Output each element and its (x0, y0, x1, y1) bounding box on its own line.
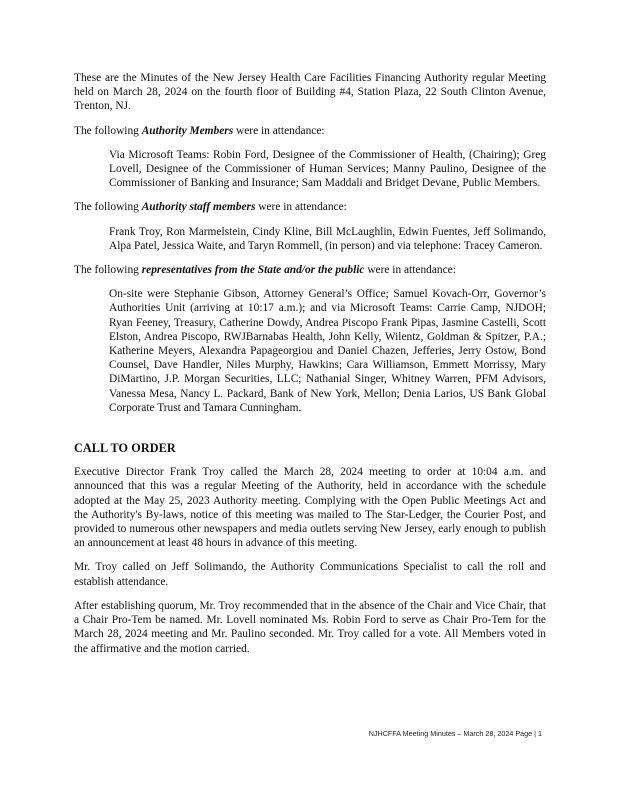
staff-heading-line (74, 200, 546, 214)
public-heading-line (74, 263, 546, 277)
intro-paragraph: These are the Minutes of the New Jersey Health Care Facilities Financing Authority regular Meeting held on March 28, 2024 on the fourth floor of Building #4, Station Plaza, 22 South Clinton Avenue, Trenton, NJ. (74, 72, 546, 113)
members-heading-line (74, 124, 546, 138)
members-lead: The following (74, 124, 142, 137)
staff-list: Frank Troy, Ron Marmelstein, Cindy Kline, Bill McLaughlin, Edwin Fuentes, Jeff Solimando, Alpa Patel, Jessica Waite, and Taryn Rommell, (in person) and via telephone: Tracey Cameron. (109, 225, 546, 252)
public-list: On-site were Stephanie Gibson, Attorney General’s Office; Samuel Kovach-Orr, Governor’s Authorities Unit (arriving at 10:17 a.m.); and via Microsoft Teams: Carrie Camp, NJDOH; Ryan Feeney, Treasury, Catherine Dowdy, Andrea Piscopo Frank Pipas, Jasmine Castelli, Scott Elston, Andrea Piscopo, RWJBarnabas Health, John Kelly, Wilentz, Goldman & Spitzer, P.A.; Katherine Meyers, Alexandra Papageorgiou and Daniel Chazen, Jefferies, Jerry Ostow, Bond Counsel, Dave Handler, Niles Murphy, Hawkins; Cara Williamson, Emmett Morrissy, Mary DiMartino, J.P. Morgan Securities, LLC; Nathanial Singer, Whitney Warren, PFM Advisors, Vanessa Mesa, Nancy L. Packard, Bank of New York, Mellon; Denia Larios, US Bank Global Corporate Trust and Tamara Cunningham. (109, 288, 546, 414)
call-to-order-paragraph-2: Mr. Troy called on Jeff Solimando, the Authority Communications Specialist to call the roll and establish attendance. (74, 561, 546, 588)
staff-emphasis: Authority staff members (141, 201, 256, 214)
public-emphasis: representatives from the State and/or the public (141, 264, 365, 277)
staff-tail: were in attendance: (255, 201, 347, 214)
staff-lead: The following (74, 201, 142, 214)
members-list: Via Microsoft Teams: Robin Ford, Designee of the Commissioner of Health, (Chairing); Greg Lovell, Designee of the Commissioner of Human Services; Manny Paulino, Designee of the Commissioner of Banking and Insurance; Sam Maddali and Bridget Devane, Public Members. (109, 148, 546, 190)
members-emphasis: Authority Members (141, 124, 234, 137)
call-to-order-paragraph-1: Executive Director Frank Troy called the March 28, 2024 meeting to order at 10:04 a.m. and announced that this was a regular Meeting of the Authority, held in accordance with the schedule adopted at the May 25, 2023 Authority meeting. Complying with the Open Public Meetings Act and the Authority's By-laws, notice of this meeting was mailed to The Star-Ledger, the Courier Post, and provided to numerous other newspapers and media outlets serving New Jersey, early enough to publish an announcement at least 48 hours in advance of this meeting. (74, 466, 546, 550)
public-lead: The following (74, 264, 142, 277)
page-content (74, 71, 546, 666)
public-tail: were in attendance: (364, 264, 456, 277)
members-tail: were in attendance: (233, 124, 325, 137)
call-to-order-paragraph-3: After establishing quorum, Mr. Troy recommended that in the absence of the Chair and Vice Chair, that a Chair Pro-Tem be named. Mr. Lovell nominated Ms. Robin Ford to serve as Chair Pro-Tem for the March 28, 2024 meeting and Mr. Paulino seconded. Mr. Troy called for a vote. All Members voted in the affirmative and the motion carried. (74, 599, 546, 655)
page-footer: NJHCFFA Meeting Minutes – March 28, 2024 Page | 1 (368, 729, 542, 738)
call-to-order-heading: CALL TO ORDER (74, 441, 176, 456)
